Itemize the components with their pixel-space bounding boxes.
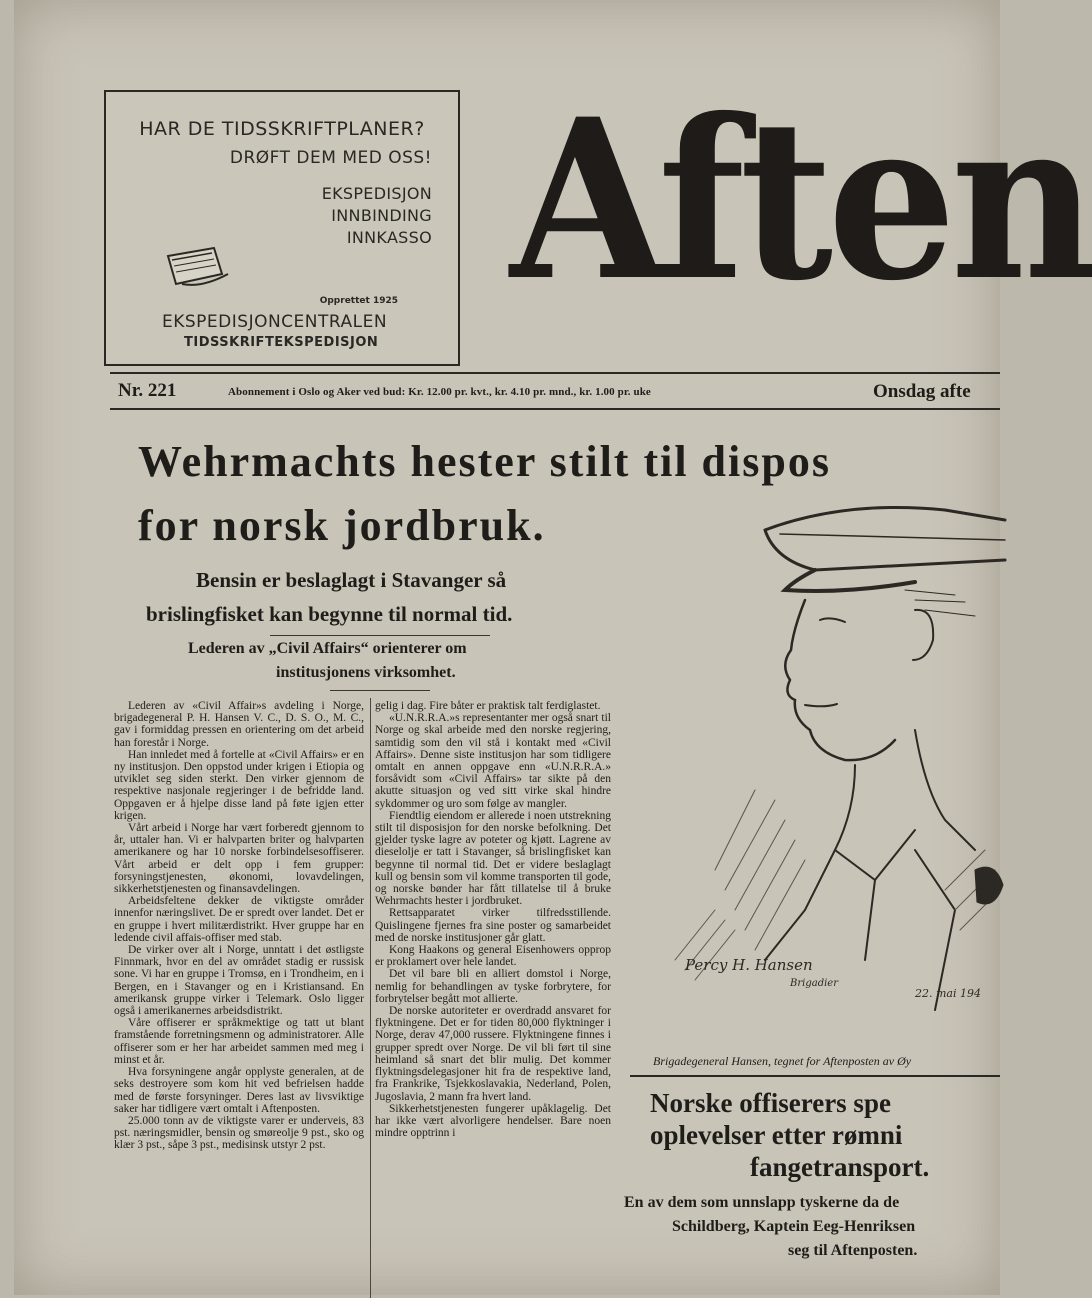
article-paragraph: Lederen av «Civil Affair»s avdeling i Norge, brigadegeneral P. H. Hansen V. C., D. S. O., M. C., gav i formiddag pressen en orientering om det arbeid han forestår i Norge. — [114, 700, 364, 749]
ad-tagline: DRØFT DEM MED OSS! — [229, 148, 432, 168]
main-subhead2-line1: Lederen av „Civil Affairs“ orienterer om — [188, 640, 467, 657]
portrait-rank: Brigadier — [790, 978, 838, 989]
issue-number: Nr. 221 — [118, 380, 177, 401]
portrait-signature: Percy H. Hansen — [685, 956, 813, 974]
second-headline-line3: fangetransport. — [750, 1152, 930, 1182]
main-subhead2-line2: institusjonens virksomhet. — [276, 664, 456, 681]
article-paragraph: Hva forsyningene angår opplyste generalen, at de seks destroyere som kom hit ved befrielsen hadde med de første forsyninger. Deres last av livsviktige saker har tidligere vært omtalt i Aftenposten. — [114, 1066, 364, 1115]
subhead-divider — [270, 635, 490, 636]
second-subhead-line2: Schildberg, Kaptein Eeg-Henriksen — [672, 1218, 916, 1235]
article-paragraph: gelig i dag. Fire båter er praktisk talt ferdiglastet. — [375, 700, 601, 712]
ad-service-item: EKSPEDISJON — [321, 184, 432, 203]
portrait-sketch — [615, 490, 1005, 1050]
subscription-info: Abonnement i Oslo og Aker ved bud: Kr. 12.00 pr. kvt., kr. 4.10 pr. mnd., kr. 1.00 pr. uke — [228, 386, 651, 398]
portrait-caption: Brigadegeneral Hansen, tegnet for Aftenposten av Øy — [653, 1054, 912, 1068]
main-subhead-line2: brislingfisket kan begynne til normal tid. — [146, 602, 513, 626]
article-paragraph: Vårt arbeid i Norge har vært forberedt gjennom to år, uttaler han. Vi er halvparten briter og halvparten amerikanere og har 10 norske forbindelsesoffiserer. Vårt arbeid er delt opp i fem grupper: forsyningstjenesten, økonomi, lovavdelingen, sikkerhetstjenesten og finansavdelingen. — [114, 822, 364, 896]
article-paragraph: Kong Haakons og general Eisenhowers opprop er proklamert over hele landet. — [375, 944, 611, 969]
newspaper-stack-icon — [162, 244, 242, 290]
ad-company-sub: TIDSSKRIFTEKSPEDISJON — [184, 335, 379, 350]
article-paragraph: «U.N.R.R.A.»s representanter mer også snart til Norge og skal arbeide med den norske regjering, samtidig som den vil stå i kontakt med «Civil Affairs». Denne siste institusjon har som tidligere omtalt en annen oppgave enn «U.N.R.R.A.» forsåvidt som «Civil Affairs» tar sikte på den akutte situasjon og ved sitt virke skal hindre sykdommer og uro som følge av mangler. — [375, 712, 611, 810]
article-paragraph: De virker over alt i Norge, unntatt i det østligste Finnmark, hvor en del av området stadig er russisk sone. Vi har en gruppe i Tromsø, en i Trondheim, en i Bergen, en i Stavanger og en i Kristiansand. En amerikansk gruppe virker i Telemark. Oslo ligger også i amerikanernes arbeidsdistrikt. — [114, 944, 364, 1018]
ad-service-item: INNBINDING — [331, 206, 432, 225]
ad-service-item: INNKASSO — [346, 228, 432, 247]
article-paragraph: Det vil bare bli en alliert domstol i Norge, nemlig for behandlingen av tyske forbrytere, for forbrytelser begått mot allierte. — [375, 968, 611, 1005]
second-headline-line2: oplevelser etter rømni — [650, 1120, 903, 1150]
masthead-rule-top — [110, 372, 1000, 374]
second-subhead-line3: seg til Aftenposten. — [788, 1242, 918, 1259]
issue-date: Onsdag afte — [873, 381, 971, 402]
article-column-2 — [375, 700, 611, 1139]
article-paragraph: Fiendtlig eiendom er allerede i noen utstrekning stilt til disposisjon for den norske befolkning. Det gjelder tyske lagre av poteter og kjøtt. Lagrene av dieselolje er tatt i Stavanger, så brislingfisket kan begynne til normal tid. Det er videre beslaglagt kull og bensin som vil komme transporten til gode, og norske bønder har fått tillatelse til å bruke Wehrmachts hester i jordbruket. — [375, 809, 611, 908]
masthead-rule-bottom — [110, 408, 1000, 410]
ad-founded: Opprettet 1925 — [319, 296, 398, 306]
column-divider — [370, 698, 371, 1298]
ad-headline: HAR DE TIDSSKRIFTPLANER? — [139, 118, 425, 140]
second-subhead-line1: En av dem som unnslapp tyskerne da de — [624, 1194, 900, 1211]
main-headline-line1: Wehrmachts hester stilt til dispos — [138, 437, 831, 486]
article-paragraph: Våre offiserer er språkmektige og tatt ut blant framstående forretningsmenn og administratorer. Alle offiserer som er her har arbeidet sammen med meg i minst et år. — [114, 1017, 364, 1066]
article-paragraph: De norske autoriteter er overdradd ansvaret for flyktningene. Det er for tiden 80,000 flyktninger i Norge, derav 47,000 russere. Flyktningene finnes i grupper spredt over Norge. De vil bli ført til sine heimland så snart det blir mulig. Det kommer flyktningsdelegasjoner hit fra de respektive land, fra Frankrike, Tsjekkoslavakia, Nederland, Polen, Jugoslavia, 2 mann fra hvert land. — [375, 1005, 611, 1103]
advertisement-box — [104, 90, 460, 366]
article-paragraph: Sikkerhetstjenesten fungerer upåklagelig. Det har ikke vært alvorligere hendelser. Bare noen mindre opptrinn i — [375, 1102, 611, 1140]
body-divider — [330, 690, 430, 691]
main-headline-line2: for norsk jordbruk. — [138, 501, 546, 550]
article-paragraph: Han innledet med å fortelle at «Civil Affairs» er en ny institusjon. Den oppstod under krigen i Etiopia og utviklet seg siden sterkt. Den virker gjennom de respektive nasjonale regjeringer i de befridde land. Oppgaven er å hjelpe disse land på føte igjen etter krigen. — [114, 748, 364, 822]
portrait-date: 22. mai 194 — [915, 987, 981, 1000]
second-headline-line1: Norske offiserers spe — [650, 1088, 891, 1118]
masthead-title: Aften — [510, 70, 1092, 329]
article-paragraph: Rettsapparatet virker tilfredsstillende. Quislingene fjernes fra sine poster og samarbeidet med de norske institusjoner går glatt. — [375, 907, 611, 944]
article-paragraph: 25.000 tonn av de viktigste varer er underveis, 83 pst. næringsmidler, bensin og smøreolje 9 pst., sko og klær 3 pst., såpe 3 pst., medisinsk utstyr 2 pst. — [114, 1114, 364, 1152]
ad-company-name: EKSPEDISJONCENTRALEN — [162, 312, 388, 332]
article-column-1 — [114, 700, 364, 1152]
article-paragraph: Arbeidsfeltene dekker de viktigste områder innenfor næringslivet. De er spredt over landet. Det er en gruppe i hvert militærdistrikt. Hver gruppe har en ledende civil affais-offiser med stab. — [114, 895, 364, 944]
section-rule — [630, 1075, 1000, 1077]
main-subhead-line1: Bensin er beslaglagt i Stavanger så — [196, 568, 507, 592]
